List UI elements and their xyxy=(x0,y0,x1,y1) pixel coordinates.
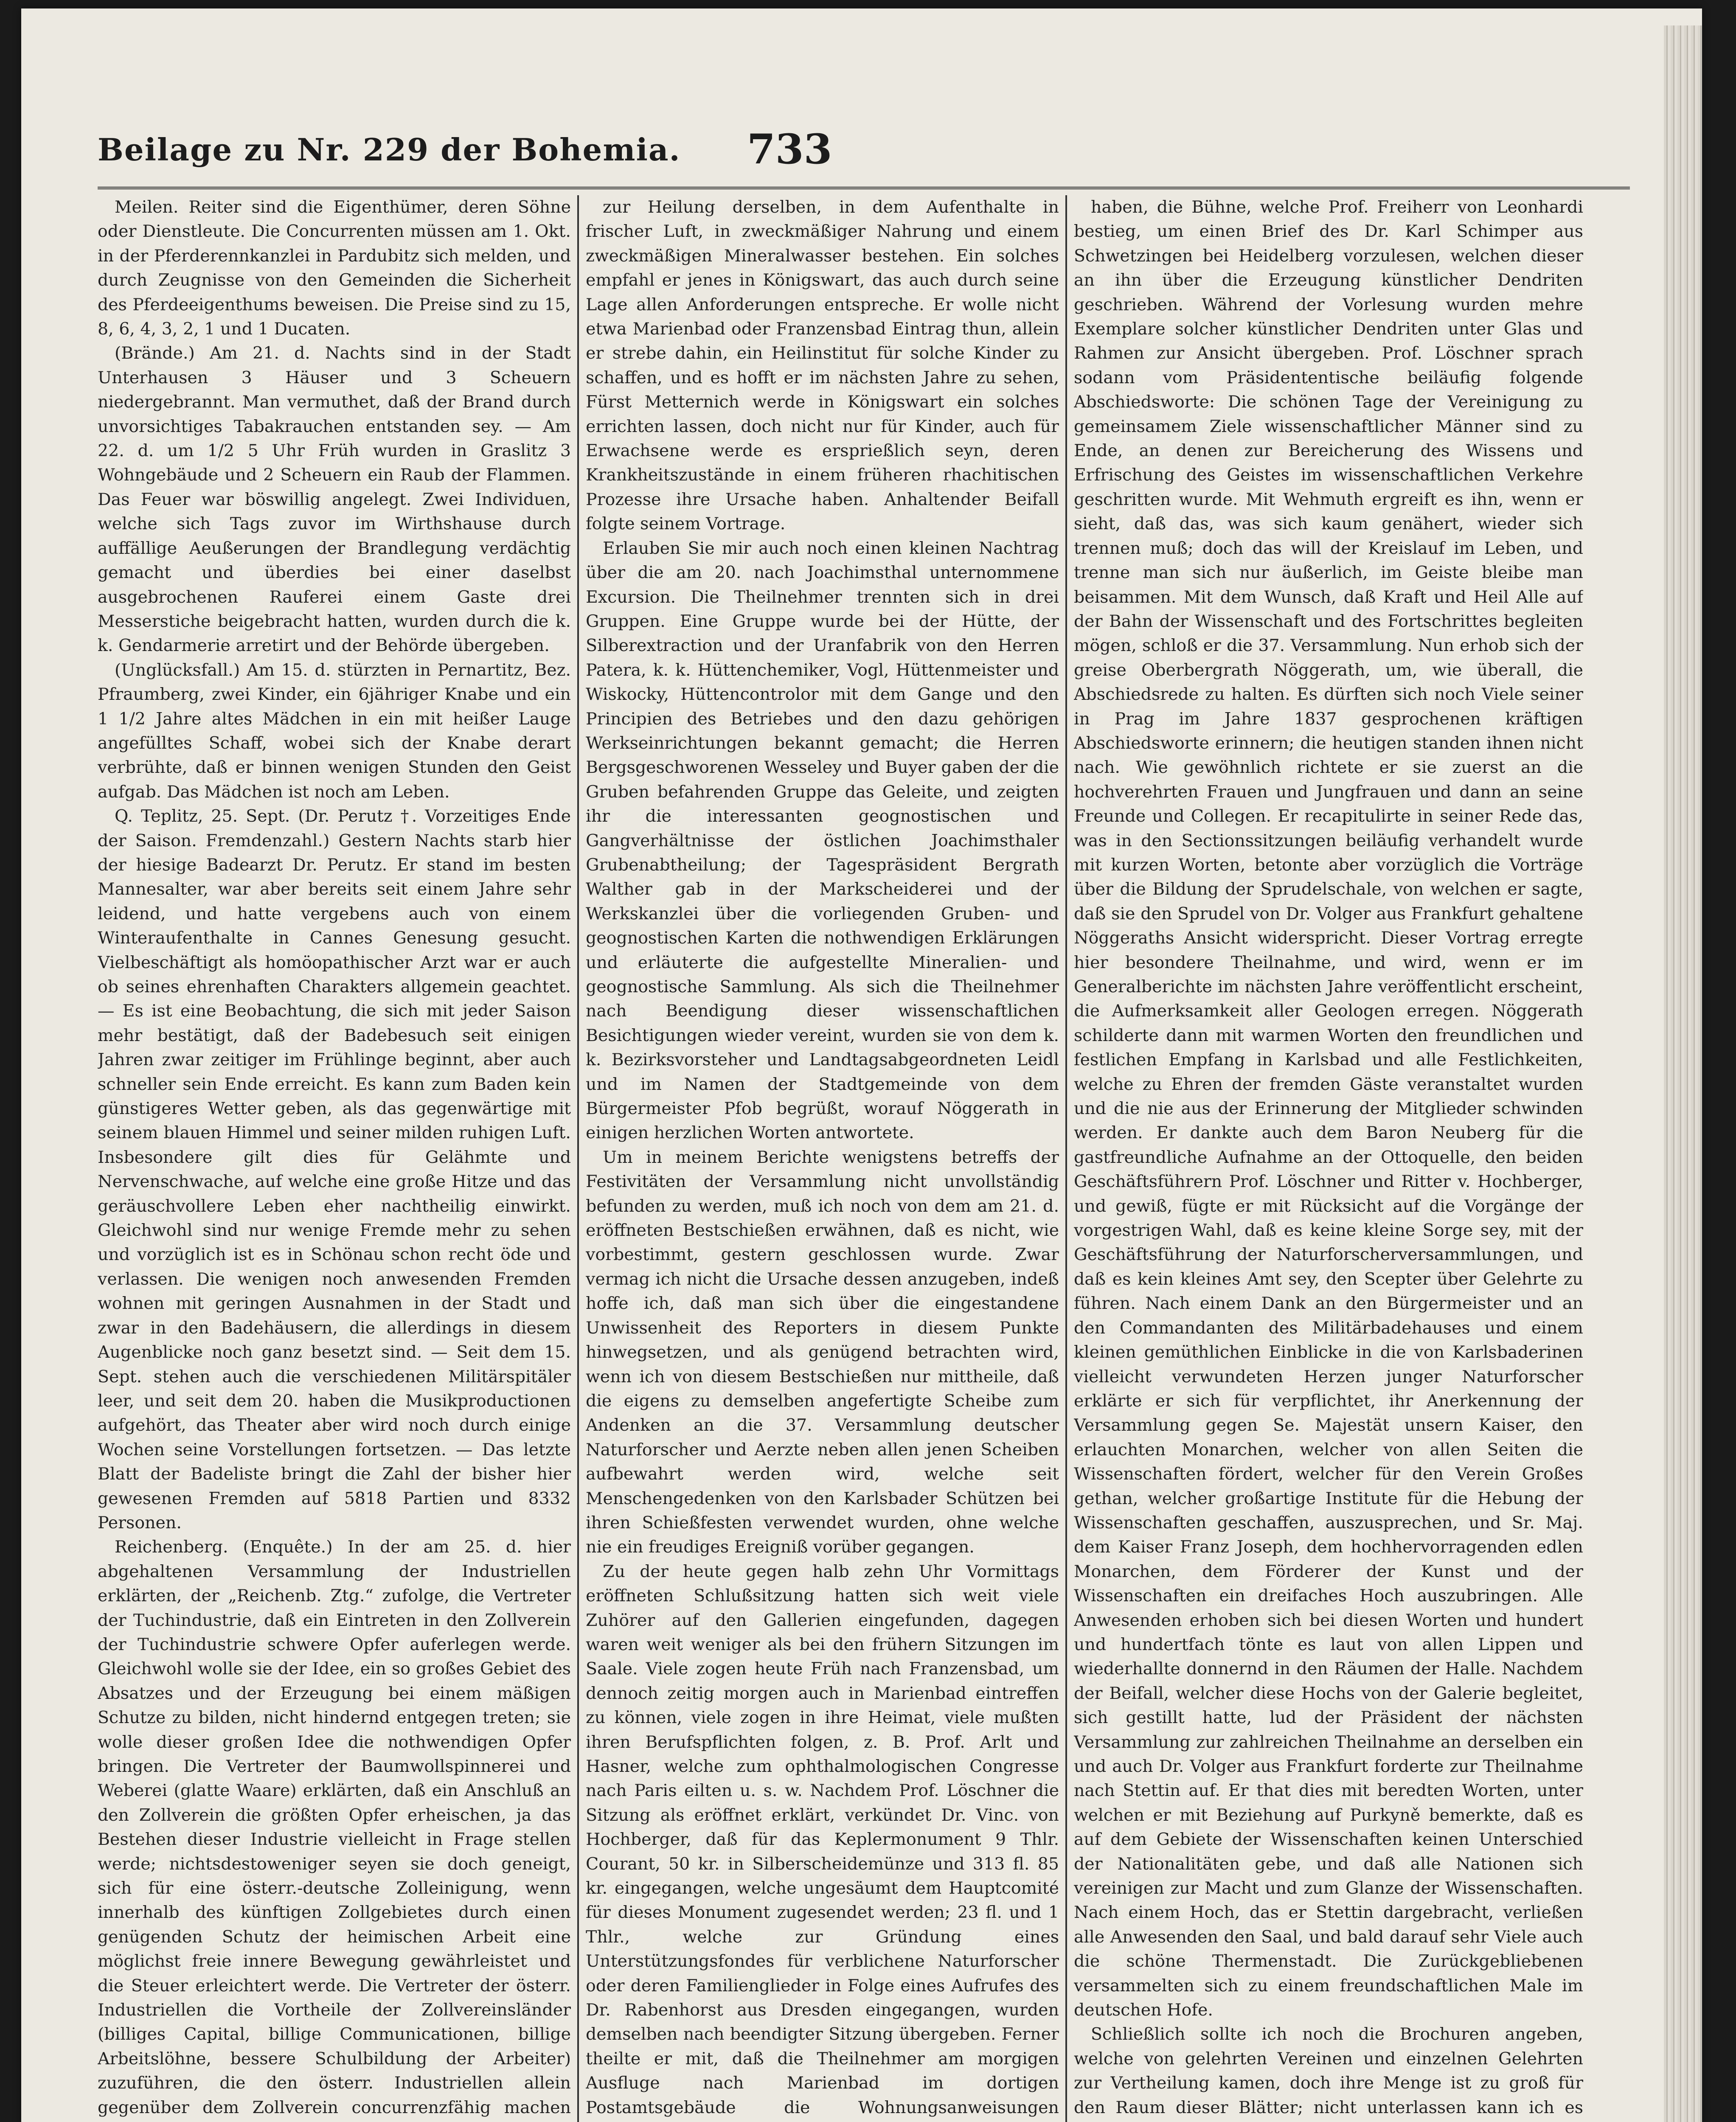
paragraph: Q. Teplitz, 25. Sept. (Dr. Perutz †. Vorzeitiges Ende der Saison. Fremdenzahl.) Gestern Nachts starb hier der hiesige Badearzt Dr. Perutz. Er stand im besten Mannesalter, war aber bereits seit einem Jahre sehr leidend, und hatte vergebens auch von einem Winteraufenthalte in Cannes Genesung gesucht. Vielbeschäftigt als homöopathischer Arzt war er auch ob seines ehrenhaften Charakters allgemein geachtet. — Es ist eine Beobachtung, die sich mit jeder Saison mehr bestätigt, daß der Badebesuch seit einigen Jahren zwar zeitiger im Frühlinge beginnt, aber auch schneller sein Ende erreicht. Es kann zum Baden kein günstigeres Wetter geben, als das gegenwärtige mit seinem blauen Himmel und seiner milden ruhigen Luft. Insbesondere gilt dies für Gelähmte und Nervenschwache, auf welche eine große Hitze und das geräuschvollere Leben eher nachtheilig einwirkt. Gleichwohl sind nur wenige Fremde mehr zu sehen und vorzüglich ist es in Schönau schon recht öde und verlassen. Die wenigen noch anwesenden Fremden wohnen mit geringen Ausnahmen in der Stadt und zwar in den Badehäusern, die allerdings in diesem Augenblicke noch ganz besetzt sind. — Seit dem 15. Sept. stehen auch die verschiedenen Militärspitäler leer, und seit dem 20. haben die Musikproductionen aufgehört, das Theater aber wird noch durch einige Wochen seine Vorstellungen fortsetzen. — Das letzte Blatt der Badeliste bringt die Zahl der bisher hier gewesenen Fremden auf 5818 Partien und 8332 Personen. xyxy=(98,806,571,1533)
paragraph: Zu der heute gegen halb zehn Uhr Vormittags eröffneten Schlußsitzung hatten sich weit viele Zuhörer auf den Gallerien eingefunden, dagegen waren weit weniger als bei den frühern Sitzungen im Saale. Viele zogen heute Früh nach Franzensbad, um dennoch zeitig morgen auch in Marienbad eintreffen zu können, viele zogen in ihre Heimat, viele mußten ihren Berufspflichten folgen, z. B. Prof. Arlt und Hasner, welche zum ophthalmologischen Congresse nach Paris eilten u. s. w. Nachdem Prof. Löschner die Sitzung als eröffnet erklärt, verkündet Dr. Vinc. von Hochberger, daß für das Keplermonument 9 Thlr. Courant, 50 kr. in Silberscheidemünze und 313 fl. 85 kr. eingegangen, welche ungesäumt dem Hauptcomité für dieses Monument zugesendet werden; 23 fl. und 1 Thlr., welche zur Gründung eines Unterstützungsfondes für verblichene Naturforscher oder deren Familienglieder in Folge eines Aufrufes des Dr. Rabenhorst aus Dresden eingegangen, wurden demselben nach beendigter Sitzung übergeben. Ferner theilte er mit, daß die Theilnehmer am morgigen Ausfluge nach Marienbad im dortigen Postamtsgebäude die Wohnungsanweisungen xyxy=(586,1561,1059,2117)
page-header xyxy=(98,123,1630,189)
column-divider xyxy=(577,195,579,2122)
column-3 xyxy=(1074,195,1583,2122)
paragraph: Erlauben Sie mir auch noch einen kleinen Nachtrag über die am 20. nach Joachimsthal unternommene Excursion. Die Theilnehmer trennten sich in drei Gruppen. Eine Gruppe wurde bei der Hütte, der Silberextraction und der Uranfabrik von den Herren Patera, k. k. Hüttenchemiker, Vogl, Hüttenmeister und Wiskocky, Hüttencontrolor mit dem Gange und den Principien des Betriebes und den dazu gehörigen Werkseinrichtungen bekannt gemacht; die Herren Bergsgeschworenen Wesseley und Buyer gaben der die Gruben befahrenden Gruppe das Geleite, und zeigten ihr die interessanten geognostischen und Gangverhältnisse der östlichen Joachimsthaler Grubenabtheilung; der Tagespräsident Bergrath Walther gab in der Markscheiderei und der Werkskanzlei über die vorliegenden Gruben- und geognostischen Karten die nothwendigen Erklärungen und erläuterte die aufgestellte Mineralien- und geognostische Sammlung. Als sich die Theilnehmer nach Beendigung dieser wissenschaftlichen Besichtigungen wieder vereint, wurden sie von dem k. k. Bezirksvorsteher und Landtagsabgeordneten Leidl und im Namen der Stadtgemeinde von dem Bürgermeister Pfob begrüßt, worauf Nöggerath in einigen herzlichen Worten antwortete. xyxy=(586,538,1059,1143)
paragraph: Reichenberg. (Enquête.) In der am 25. d. hier abgehaltenen Versammlung der Industriellen erklärten, der „Reichenb. Ztg.“ zufolge, die Vertreter der Tuchindustrie, daß ein Eintreten in den Zollverein der Tuchindustrie schwere Opfer auferlegen werde. Gleichwohl wolle sie der Idee, ein so großes Gebiet des Absatzes und der Erzeugung bei einem mäßigen Schutze zu bilden, nicht hindernd entgegen treten; sie wolle dieser großen Idee die nothwendigen Opfer bringen. Die Vertreter der Baumwollspinnerei und Weberei (glatte Waare) erklärten, daß ein Anschluß an den Zollverein die größten Opfer erheischen, ja das Bestehen dieser Industrie vielleicht in Frage stellen werde; nichtsdestoweniger seyen sie doch geneigt, sich für eine österr.-deutsche Zolleinigung, wenn innerhalb des künftigen Zollgebietes durch einen genügenden Schutz der heimischen Arbeit eine möglichst freie innere Bewegung gewährleistet und die Steuer erleichtert werde. Die Vertreter der österr. Industriellen die Vortheile der Zollvereinsländer (billiges Capital, billige Communicationen, billige Arbeitslöhne, bessere Schulbildung der Arbeiter) zuzuführen, die den österr. Industriellen allein gegenüber dem Zollverein concurrenzfähig machen xyxy=(98,1537,571,2117)
paragraph: Meilen. Reiter sind die Eigenthümer, deren Söhne oder Dienstleute. Die Concurrenten müssen am 1. Okt. in der Pferderennkanzlei in Pardubitz sich melden, und durch Zeugnisse von den Gemeinden die Sicherheit des Pferdeeigenthums beweisen. Die Preise sind zu 15, 8, 6, 4, 3, 2, 1 und 1 Ducaten. xyxy=(98,197,571,339)
page-number: 733 xyxy=(747,125,832,173)
column-divider xyxy=(1065,195,1067,2122)
paragraph: (Unglücksfall.) Am 15. d. stürzten in Pernartitz, Bez. Pfraumberg, zwei Kinder, ein 6jähriger Knabe und ein 1 1/2 Jahre altes Mädchen in ein mit heißer Lauge angefülltes Schaff, wobei sich der Knabe derart verbrühte, daß er binnen wenigen Stunden den Geist aufgab. Das Mädchen ist noch am Leben. xyxy=(98,660,571,802)
paragraph: (Brände.) Am 21. d. Nachts sind in der Stadt Unterhausen 3 Häuser und 3 Scheuern niedergebrannt. Man vermuthet, daß der Brand durch unvorsichtiges Tabakrauchen entstanden sey. — Am 22. d. um 1/2 5 Uhr Früh wurden in Graslitz 3 Wohngebäude und 2 Scheuern ein Raub der Flammen. Das Feuer war böswillig angelegt. Zwei Individuen, welche sich Tags zuvor im Wirthshause durch auffällige Aeußerungen der Brandlegung verdächtig gemacht und überdies bei einer daselbst ausgebrochenen Rauferei einem Gaste drei Messerstiche beigebracht hatten, wurden durch die k. k. Gendarmerie arretirt und der Behörde übergeben. xyxy=(98,343,571,656)
paragraph: Schließlich sollte ich noch die Brochuren angeben, welche von gelehrten Vereinen und einzelnen Gelehrten zur Vertheilung kamen, doch ihre Menge ist zu groß für den Raum dieser Blätter; nicht unterlassen kann ich es xyxy=(1074,2024,1583,2117)
column-2 xyxy=(586,195,1059,2122)
running-header: Beilage zu Nr. 229 der Bohemia. xyxy=(98,132,681,168)
paragraph: zur Heilung derselben, in dem Aufenthalte in frischer Luft, in zweckmäßiger Nahrung und einem zweckmäßigen Mineralwasser bestehen. Ein solches empfahl er jenes in Königswart, das auch durch seine Lage allen Anforderungen entspreche. Er wolle nicht etwa Marienbad oder Franzensbad Eintrag thun, allein er strebe dahin, ein Heilinstitut für solche Kinder zu schaffen, und es hofft er im nächsten Jahre zu sehen, Fürst Metternich werde in Königswart ein solches errichten lassen, doch nicht nur für Kinder, auch für Erwachsene werde es ersprießlich seyn, deren Krankheitszustände in einem früheren rhachitischen Prozesse ihre Ursache haben. Anhaltender Beifall folgte seinem Vortrage. xyxy=(586,197,1059,534)
paragraph: haben, die Bühne, welche Prof. Freiherr von Leonhardi bestieg, um einen Brief des Dr. Karl Schimper aus Schwetzingen bei Heidelberg vorzulesen, welchen dieser an ihn über die Erzeugung künstlicher Dendriten geschrieben. Während der Vorlesung wurden mehre Exemplare solcher künstlicher Dendriten unter Glas und Rahmen zur Ansicht übergeben. Prof. Löschner sprach sodann vom Präsidententische beiläufig folgende Abschiedsworte: Die schönen Tage der Vereinigung zu gemeinsamem Ziele wissenschaftlicher Männer sind zu Ende, an denen zur Bereicherung des Wissens und Erfrischung des Geistes im wissenschaftlichen Verkehre geschritten wurde. Mit Wehmuth ergreift es ihn, wenn er sieht, daß das, was sich kaum genähert, wieder sich trennen muß; doch das will der Kreislauf im Leben, und trenne man sich nur äußerlich, im Geiste bleibe man beisammen. Mit dem Wunsch, daß Kraft und Heil Alle auf der Bahn der Wissenschaft und des Fortschrittes begleiten mögen, schloß er die 37. Versammlung. Nun erhob sich der greise Oberbergrath Nöggerath, um, wie überall, die Abschiedsrede zu halten. Es dürften sich noch Viele seiner in Prag im Jahre 1837 gesprochenen kräftigen Abschiedsworte erinnern; die heutigen standen ihnen nicht nach. Wie gewöhnlich richtete er sie zuerst an die hochverehrten Frauen und Jungfrauen und dann an seine Freunde und Collegen. Er recapitulirte in seiner Rede das, was in den Sectionssitzungen beiläufig verhandelt wurde mit kurzen Worten, betonte aber vorzüglich die Vorträge über die Bildung der Sprudelschale, von welchen er sagte, daß sie den Sprudel von Dr. Volger aus Frankfurt gehaltene Nöggeraths Ansicht widerspricht. Dieser Vortrag erregte hier besondere Theilnahme, und wird, wenn er im Generalberichte im nächsten Jahre veröffentlicht erscheint, die Aufmerksamkeit aller Geologen erregen. Nöggerath schilderte dann mit warmen Worten den freundlichen und festlichen Empfang in Karlsbad und alle Festlichkeiten, welche zu Ehren der fremden Gäste veranstaltet wurden und die nie aus der Erinnerung der Mitglieder schwinden werden. Er dankte auch dem Baron Neuberg für die gastfreundliche Aufnahme an der Ottoquelle, den beiden Geschäftsführern Prof. Löschner und Ritter v. Hochberger, und gewiß, fügte er mit Rücksicht auf die Vorgänge der vorgestrigen Wahl, daß es keine kleine Sorge sey, mit der Geschäftsführung der Naturforscherversammlungen, und daß es kein kleines Amt sey, den Scepter über Gelehrte zu führen. Nach einem Dank an den Bürgermeister und an den Commandanten des Militärbadehauses und einem kleinen gemüthlichen Einblicke in die von Karlsbaderinen vielleicht verwundeten Herzen junger Naturforscher erklärte er sich für verpflichtet, ihr Anerkennung der Versammlung gegen Se. Majestät unsern Kaiser, den erlauchten Monarchen, welcher von allen Seiten die Wissenschaften fördert, welcher für den Verein Großes gethan, welcher großartige Institute für die Hebung der Wissenschaften geschaffen, auszusprechen, und Sr. Maj. dem Kaiser Franz Joseph, dem hochhervorragenden edlen Monarchen, dem Förderer der Kunst und der Wissenschaften ein dreifaches Hoch auszubringen. Alle Anwesenden erhoben sich bei diesen Worten und hundert und hundertfach tönte es laut von allen Lippen und wiederhallte donnernd in den Räumen der Halle. Nachdem der Beifall, welcher diese Hochs von der Galerie begleitet, sich gestillt hatte, lud der Präsident der nächsten Versammlung zur zahlreichen Theilnahme an derselben ein und auch Dr. Volger aus Frankfurt forderte zur Theilnahme nach Stettin auf. Er that dies mit beredten Worten, unter welchen er mit Beziehung auf Purkyně bemerkte, daß es auf dem Gebiete der Wissenschaften keinen Unterschied der Nationalitäten gebe, und daß alle Nationen sich vereinigen zur Macht und zum Glanze der Wissenschaften. Nach einem Hoch, das er Stettin dargebracht, verließen alle Anwesenden den Saal, und bald darauf sehr Viele auch die schöne Thermenstadt. Die Zurückgebliebenen versammelten sich zu einem freundschaftlichen Male im deutschen Hofe. xyxy=(1074,197,1583,2020)
page-edge-stack xyxy=(1664,25,1702,2122)
column-1 xyxy=(98,195,571,2122)
paragraph: Um in meinem Berichte wenigstens betreffs der Festivitäten der Versammlung nicht unvollständig befunden zu werden, muß ich noch von dem am 21. d. eröffneten Bestschießen erwähnen, daß es nicht, wie vorbestimmt, gestern geschlossen wurde. Zwar vermag ich nicht die Ursache dessen anzugeben, indeß hoffe ich, daß man sich über die eingestandene Unwissenheit des Reporters in diesem Punkte hinwegsetzen, und als genügend betrachten wird, wenn ich von diesem Bestschießen nur mittheile, daß die eigens zu demselben angefertigte Scheibe zum Andenken an die 37. Versammlung deutscher Naturforscher und Aerzte neben allen jenen Scheiben aufbewahrt werden wird, welche seit Menschengedenken von den Karlsbader Schützen bei ihren Schießfesten verwendet wurden, ohne welche nie ein freudiges Ereigniß vorüber gegangen. xyxy=(586,1147,1059,1557)
